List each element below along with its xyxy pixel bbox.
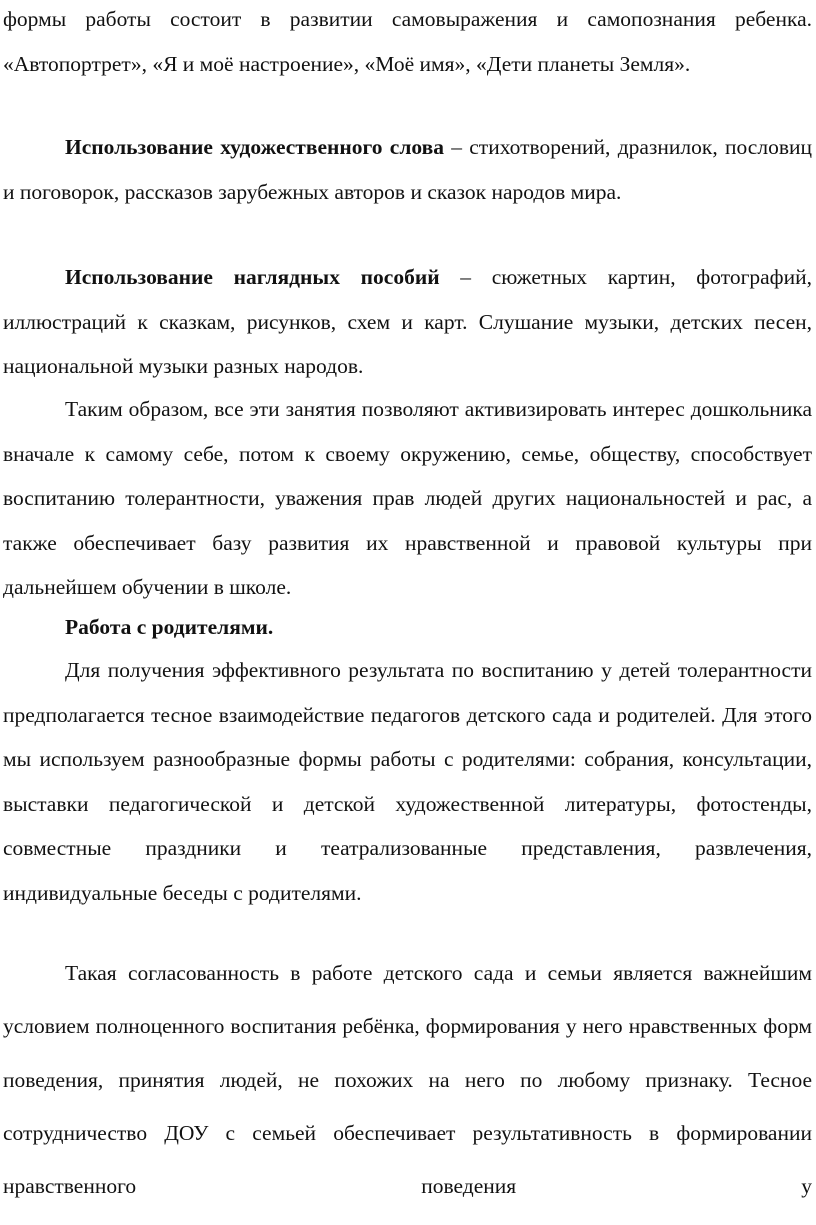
paragraph-text: Таким образом, все эти занятия позволяют активизировать интерес дошкольника вначале к самому себе, потом к своему окружению, семье, обществу, способствует воспитанию толерантности, уважения прав людей других национальностей и рас, а также обеспечивает базу развития их нравственной и правовой культуры при дальнейшем обучении в школе. <box>3 397 812 600</box>
paragraph-coordination <box>3 947 812 1213</box>
paragraph-visual-aids <box>3 255 812 389</box>
paragraph-text: Такая согласованность в работе детского сада и семьи является важнейшим условием полноценного воспитания ребёнка, формирования у него нравственных форм поведения, принятия людей, не похожих на него по любому признаку. Тесное сотрудничество ДОУ с семьей обеспечивает результативность в формировании нравственного поведения у <box>3 961 812 1199</box>
paragraph-text: – сюжетных картин, фотографий, иллюстраций к сказкам, рисунков, схем и карт. Слушание музыки, детских песен, национальной музыки разных народов. <box>3 265 813 379</box>
paragraph-parents-work <box>3 648 812 916</box>
paragraph-self-expression <box>3 0 812 86</box>
paragraph-bold-lead: Использование наглядных пособий <box>65 265 440 289</box>
paragraph-conclusion <box>3 387 812 610</box>
paragraph-text: – стихотворений, дразнилок, пословиц и поговорок, рассказов зарубежных авторов и сказок народов мира. <box>3 135 812 204</box>
paragraph-text: формы работы состоит в развитии самовыражения и самопознания ребенка. «Автопортрет», «Я и моё настроение», «Моё имя», «Дети планеты Земля». <box>3 7 812 76</box>
section-heading-parents: Работа с родителями. <box>65 615 274 639</box>
paragraph-artistic-word <box>3 125 812 214</box>
paragraph-text: Для получения эффективного результата по воспитанию у детей толерантности предполагается тесное взаимодействие педагогов детского сада и родителей. Для этого мы используем разнообразные формы работы с родителями: собрания, консультации, выставки педагогической и детской художественной литературы, фотостенды, совместные праздники и театрализованные представления, развлечения, индивидуальные беседы с родителями. <box>3 658 812 905</box>
paragraph-bold-lead: Использование художественного слова <box>65 135 444 159</box>
